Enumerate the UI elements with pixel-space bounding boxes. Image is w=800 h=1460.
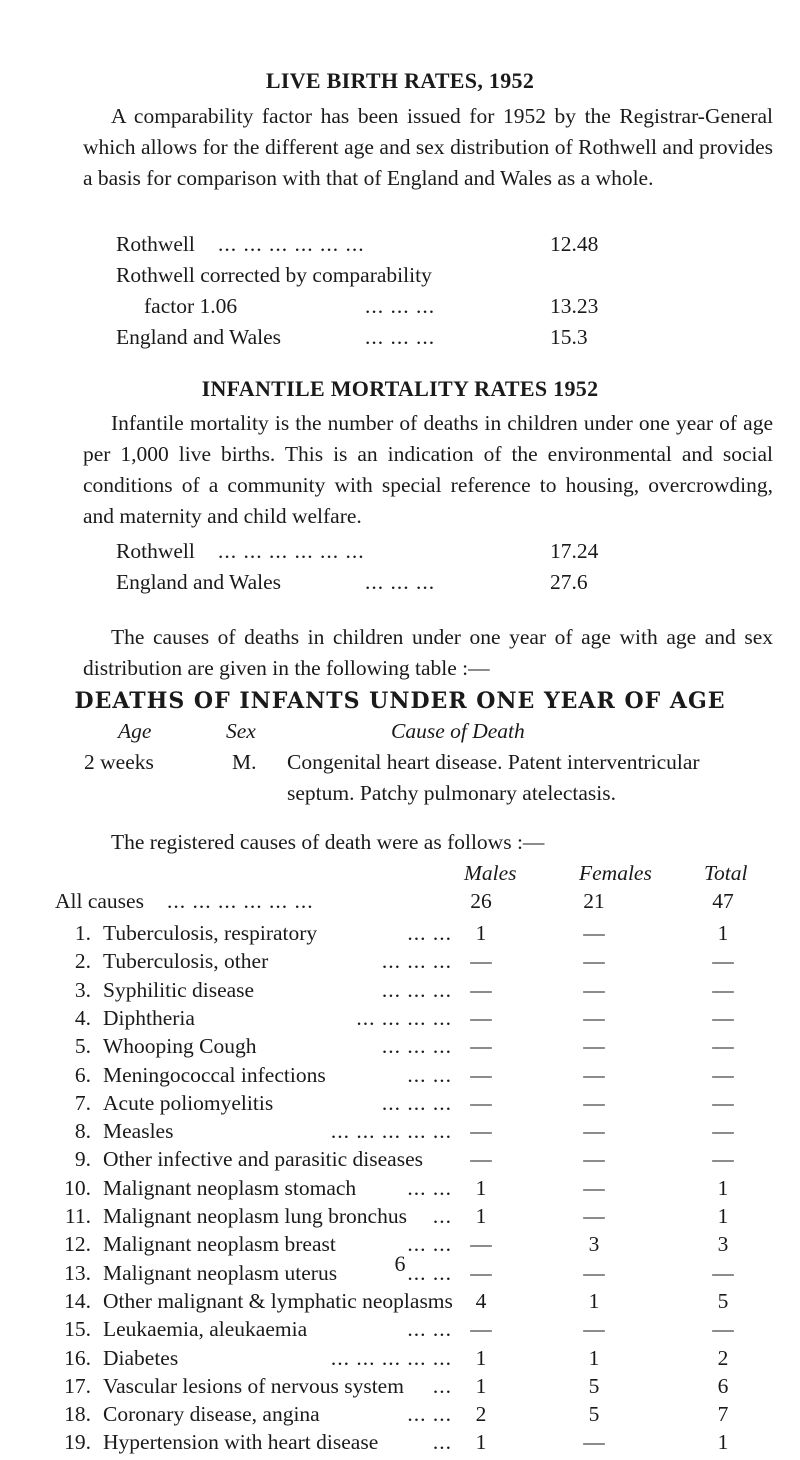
cause-label: Diabetes xyxy=(103,1345,179,1370)
rate-row-rothwell: Rothwell ... ... ... ... ... ... 12.48 xyxy=(116,232,599,256)
row-number: 10. xyxy=(64,1175,91,1200)
total-value: 1 xyxy=(717,1430,729,1455)
total-value: — xyxy=(712,1005,734,1030)
males-value: 1 xyxy=(475,921,487,945)
total-value: — xyxy=(712,977,734,1002)
males-value: — xyxy=(470,1062,492,1087)
row-number: 14. xyxy=(64,1288,91,1313)
cause-label: Whooping Cough xyxy=(103,1034,257,1059)
cause-label: Diphtheria xyxy=(103,1005,195,1030)
leader-dots: ... ... xyxy=(407,1260,452,1285)
total-value: 2 xyxy=(717,1345,729,1370)
row-number: 16. xyxy=(64,1345,91,1370)
total-value: — xyxy=(712,1147,734,1172)
males-value: — xyxy=(470,1119,492,1144)
total-value: — xyxy=(712,1260,734,1285)
table-row xyxy=(0,1402,800,1432)
total-value: — xyxy=(712,1090,734,1115)
infant-h-cause: Cause of Death xyxy=(391,719,525,743)
females-value: — xyxy=(583,1119,605,1144)
cause-label: Other malignant & lymphatic neoplasms xyxy=(103,1288,453,1313)
leader-dots: ... ... xyxy=(407,1175,452,1200)
males-value: — xyxy=(470,949,492,974)
total-value: 1 xyxy=(717,1204,729,1228)
row-number: 12. xyxy=(64,1232,91,1257)
infant-rate-england: England and Wales ... ... ... 27.6 xyxy=(116,570,588,594)
table-row xyxy=(0,1034,800,1064)
males-value: 2 xyxy=(475,1402,487,1427)
total-value: 5 xyxy=(717,1288,729,1313)
males-value: 1 xyxy=(475,1430,487,1455)
infantile-title: INFANTILE MORTALITY RATES 1952 xyxy=(201,376,599,401)
total-value: — xyxy=(712,1062,734,1087)
cause-label: Coronary disease, angina xyxy=(103,1402,320,1427)
row-number: 8. xyxy=(74,1119,91,1144)
females-value: — xyxy=(583,1317,605,1342)
males-value: 1 xyxy=(475,1175,487,1200)
row-number: 2. xyxy=(74,949,91,974)
total-value: 3 xyxy=(717,1232,729,1257)
infant-h-age: Age xyxy=(118,719,152,743)
males-value: 1 xyxy=(475,1373,487,1398)
leader-dots: ... ... ... ... ... xyxy=(330,1345,452,1370)
males-value: — xyxy=(470,1317,492,1342)
females-value: — xyxy=(583,921,605,945)
row-number: 19. xyxy=(64,1430,91,1455)
males-value: — xyxy=(470,1005,492,1030)
females-value: 1 xyxy=(588,1345,600,1370)
all-causes-row: All causes ... ... ... ... ... ... 26 21 47 xyxy=(55,889,734,913)
row-number: 18. xyxy=(64,1402,91,1427)
table-row xyxy=(0,1147,800,1177)
females-value: — xyxy=(583,1062,605,1087)
leader-dots: ... ... ... xyxy=(381,949,452,974)
table-row xyxy=(0,1430,800,1460)
total-value: — xyxy=(712,949,734,974)
cause-label: Leukaemia, aleukaemia xyxy=(103,1317,308,1342)
leader-dots: ... ... ... xyxy=(381,1034,452,1059)
table-row xyxy=(0,949,800,979)
leader-dots: ... xyxy=(432,1204,452,1228)
females-value: — xyxy=(583,949,605,974)
row-number: 17. xyxy=(64,1373,91,1398)
cause-label: Malignant neoplasm lung bronchus xyxy=(103,1204,407,1228)
row-number: 4. xyxy=(74,1005,91,1030)
table-row xyxy=(0,978,800,1008)
total-value: 1 xyxy=(717,921,729,945)
rate-row-corrected-cont: factor 1.06 ... ... ... 13.23 xyxy=(144,294,599,318)
females-value: — xyxy=(583,1260,605,1285)
cause-label: Vascular lesions of nervous system xyxy=(103,1373,404,1398)
total-value: — xyxy=(712,1034,734,1059)
females-value: — xyxy=(583,1430,605,1455)
cause-label: Measles xyxy=(103,1119,174,1144)
females-value: — xyxy=(583,1147,605,1172)
cause-label: Malignant neoplasm breast xyxy=(103,1232,336,1257)
table-row xyxy=(0,1006,800,1036)
leader-dots: ... ... xyxy=(407,1317,452,1342)
row-number: 9. xyxy=(74,1147,91,1172)
table-row xyxy=(0,1317,800,1347)
total-value: 1 xyxy=(717,1175,729,1200)
row-number: 5. xyxy=(74,1034,91,1059)
leader-dots: ... ... ... ... xyxy=(356,1005,452,1030)
infant-age: 2 weeks xyxy=(84,750,154,774)
females-value: 3 xyxy=(588,1232,600,1257)
row-number: 3. xyxy=(74,977,91,1002)
females-value: — xyxy=(583,977,605,1002)
page-number: 6 xyxy=(394,1251,406,1276)
males-value: — xyxy=(470,977,492,1002)
cause-label: Acute poliomyelitis xyxy=(103,1090,274,1115)
females-value: 5 xyxy=(588,1402,600,1427)
males-value: 1 xyxy=(475,1204,487,1228)
leader-dots: ... ... ... xyxy=(381,977,452,1002)
infant-cause-line1: Congenital heart disease. Patent interventricular xyxy=(287,750,700,774)
registered-intro: The registered causes of death were as follows :— xyxy=(111,830,545,854)
live-birth-paragraph: A comparability factor has been issued for 1952 by the Registrar-General which allows for the different age and sex distribution of Rothwell and provides a basis for comparison with that of England and Wales as a whole. xyxy=(83,104,773,190)
leader-dots: ... ... xyxy=(407,1062,452,1087)
leader-dots: ... ... xyxy=(407,921,452,945)
row-number: 7. xyxy=(74,1090,91,1115)
table-row xyxy=(0,1091,800,1121)
rate-row-corrected: Rothwell corrected by comparability xyxy=(116,263,432,287)
rate-row-england: England and Wales ... ... ... 15.3 xyxy=(116,325,588,349)
males-value: 4 xyxy=(475,1288,487,1313)
total-value: 7 xyxy=(717,1402,729,1427)
infant-h-sex: Sex xyxy=(226,719,256,743)
males-value: — xyxy=(470,1147,492,1172)
females-value: — xyxy=(583,1034,605,1059)
cause-label: Other infective and parasitic diseases xyxy=(103,1147,423,1172)
infant-rate-rothwell: Rothwell ... ... ... ... ... ... 17.24 xyxy=(116,539,599,563)
table-row xyxy=(0,1063,800,1093)
leader-dots: ... ... xyxy=(407,1232,452,1257)
cause-label: Malignant neoplasm uterus xyxy=(103,1260,338,1285)
total-value: 6 xyxy=(717,1373,729,1398)
total-value: — xyxy=(712,1119,734,1144)
live-birth-title: LIVE BIRTH RATES, 1952 xyxy=(265,68,535,93)
cause-label: Tuberculosis, other xyxy=(103,949,269,974)
leader-dots: ... xyxy=(432,1430,452,1455)
row-number: 1. xyxy=(74,921,91,945)
cause-label: Tuberculosis, respiratory xyxy=(103,921,318,945)
males-value: — xyxy=(470,1232,492,1257)
row-number: 11. xyxy=(64,1204,91,1228)
females-value: — xyxy=(583,1090,605,1115)
table-row xyxy=(0,921,800,951)
females-value: — xyxy=(583,1005,605,1030)
males-value: 1 xyxy=(475,1345,487,1370)
females-value: — xyxy=(583,1204,605,1228)
leader-dots: ... xyxy=(432,1373,452,1398)
females-value: 1 xyxy=(588,1288,600,1313)
infant-cause-line2: septum. Patchy pulmonary atelectasis. xyxy=(287,781,616,805)
deaths-infants-title: DEATHS OF INFANTS UNDER ONE YEAR OF AGE xyxy=(74,688,726,714)
table-row xyxy=(0,1374,800,1404)
table-row xyxy=(0,1119,800,1149)
cause-label: Hypertension with heart disease xyxy=(103,1430,379,1455)
row-number: 13. xyxy=(64,1260,91,1285)
cause-label: Meningococcal infections xyxy=(103,1062,326,1087)
males-value: — xyxy=(470,1034,492,1059)
table-row xyxy=(0,1289,800,1319)
row-number: 15. xyxy=(64,1317,91,1342)
males-value: — xyxy=(470,1260,492,1285)
infantile-paragraph: Infantile mortality is the number of deaths in children under one year of age per 1,000 live births. This is an indication of the environmental and social conditions of a community with special reference to housing, overcrowding, and maternity and child welfare. xyxy=(83,411,773,528)
cause-label: Syphilitic disease xyxy=(103,977,255,1002)
col-h-females: Females xyxy=(579,861,652,885)
causes-intro: The causes of deaths in children under one year of age with age and sex distribution are given in the following table :— xyxy=(83,625,773,680)
cause-label: Malignant neoplasm stomach xyxy=(103,1175,357,1200)
col-h-males: Males xyxy=(464,861,517,885)
leader-dots: ... ... xyxy=(407,1402,452,1427)
col-h-total: Total xyxy=(704,861,748,885)
table-row xyxy=(0,1176,800,1206)
females-value: — xyxy=(583,1175,605,1200)
table-row xyxy=(0,1346,800,1376)
leader-dots: ... ... ... ... ... xyxy=(330,1119,452,1144)
infant-sex: M. xyxy=(232,750,257,774)
males-value: — xyxy=(470,1090,492,1115)
total-value: — xyxy=(712,1317,734,1342)
table-row xyxy=(0,1204,800,1234)
females-value: 5 xyxy=(588,1373,600,1398)
leader-dots: ... ... ... xyxy=(381,1090,452,1115)
row-number: 6. xyxy=(74,1062,91,1087)
